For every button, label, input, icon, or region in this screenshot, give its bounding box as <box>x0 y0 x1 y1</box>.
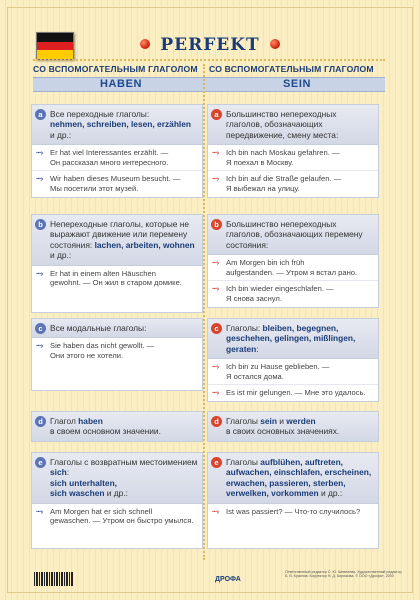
example <box>32 504 202 548</box>
rule-intro: Глаголы <box>226 457 261 467</box>
rule-text <box>208 412 378 441</box>
publisher-logo: ДРОФА <box>215 576 241 583</box>
rule-verbs: sich waschen <box>50 488 105 499</box>
rule-text <box>32 412 202 441</box>
rule-tail: : <box>256 343 259 354</box>
aux-verb-sein: SEIN <box>209 77 385 92</box>
arrow-icon: ···› <box>212 174 219 184</box>
example <box>208 255 378 281</box>
rule-text <box>208 319 378 359</box>
rule-tail: и др.: <box>104 488 128 499</box>
example-russian: Я снова заснул. <box>226 294 282 303</box>
barcode-icon <box>34 572 74 586</box>
example <box>208 359 378 385</box>
rule-verbs: sich unterhalten, <box>50 477 118 488</box>
rule-intro: Все модальные глаголы: <box>50 323 147 333</box>
rule-panel-haben-e <box>31 452 203 549</box>
rule-tail: в своих основных значениях. <box>226 426 340 437</box>
rule-text <box>32 215 202 266</box>
rule-panel-sein-a <box>207 104 379 198</box>
column-header-caption: СО ВСПОМОГАТЕЛЬНЫМ ГЛАГОЛОМ <box>33 64 198 74</box>
rule-verbs: sein <box>260 416 277 426</box>
example-german: Sie haben das nicht gewollt. — <box>50 341 155 351</box>
rule-text <box>208 453 378 504</box>
arrow-icon: ···› <box>212 506 219 516</box>
rule-panel-haben-d <box>31 411 203 442</box>
rule-verbs: sich <box>50 467 67 478</box>
rule-sep: и <box>276 416 287 426</box>
badge-c: c <box>211 323 222 334</box>
example-german: Ist was passiert? — Что-то случилось? <box>226 506 361 516</box>
example <box>32 338 202 390</box>
arrow-icon: ···› <box>36 148 43 158</box>
badge-e: e <box>35 457 46 468</box>
arrow-icon: ···› <box>36 506 43 516</box>
rule-intro: Глаголы с возвратным местоимением <box>50 457 198 467</box>
rule-verbs: werden <box>286 416 316 426</box>
arrow-icon: ···› <box>212 388 219 398</box>
example <box>208 281 378 306</box>
badge-d: d <box>35 416 46 427</box>
example-german: Es ist mir gelungen. — Мне это удалось. <box>226 388 366 398</box>
arrow-icon: ···› <box>36 341 43 351</box>
example-german: Er hat in einem alten Häuschen <box>50 268 156 278</box>
rule-text <box>208 215 378 255</box>
column-header-caption: СО ВСПОМОГАТЕЛЬНЫМ ГЛАГОЛОМ <box>209 64 374 74</box>
example <box>32 145 202 171</box>
column-divider <box>203 64 205 560</box>
badge-b: b <box>35 219 46 230</box>
rule-panel-haben-b <box>31 214 203 313</box>
badge-d: d <box>211 416 222 427</box>
example <box>32 171 202 196</box>
example-russian: Они этого не хотели. <box>50 351 124 360</box>
example-russian: gewohnt. — Он жил в старом домике. <box>50 278 182 288</box>
rule-intro: Большинство непереходных глаголов, обозначающих передвижение, смену места: <box>226 109 339 140</box>
arrow-icon: ···› <box>36 268 43 278</box>
rule-verbs: haben <box>78 416 103 426</box>
example-german: Ich bin zu Hause geblieben. — <box>226 362 330 372</box>
rule-text <box>208 105 378 145</box>
column-header-sein <box>209 64 385 98</box>
rule-verbs: lachen, arbeiten, wohnen <box>94 239 195 250</box>
badge-a: a <box>211 109 222 120</box>
imprint-text: Ответственный редактор С. Ю. Шевелева. Художественный редактор Б. В. Краснов. Корректор Н. Д. Бирюкова. © ООО «Дрофа», 2000 <box>285 570 402 579</box>
page-title: PERFEKT <box>160 35 260 55</box>
example-russian: gewaschen. — Утром он быстро умылся. <box>50 516 194 526</box>
rule-intro: Глагол <box>50 416 79 426</box>
arrow-icon: ···› <box>212 284 219 294</box>
example-russian: Он рассказал много интересного. <box>50 157 169 167</box>
rule-intro: Все переходные глаголы: <box>50 109 150 119</box>
rule-verbs: nehmen, schreiben, lesen, erzählen <box>50 119 192 130</box>
decorative-ball-icon <box>140 39 150 49</box>
rule-panel-sein-c <box>207 318 379 402</box>
example-russian: aufgestanden. — Утром я встал рано. <box>226 267 358 277</box>
example-german: Am Morgen bin ich früh <box>226 258 305 268</box>
arrow-icon: ···› <box>212 362 219 372</box>
badge-b: b <box>211 219 222 230</box>
example-german: Am Morgen hat er sich schnell <box>50 506 153 516</box>
german-flag-icon <box>36 32 74 60</box>
rule-intro: Глаголы <box>226 416 261 426</box>
example-russian: Мы посетили этот музей. <box>50 184 139 193</box>
example <box>208 145 378 171</box>
rule-text <box>32 319 202 338</box>
example <box>208 385 378 401</box>
rule-panel-haben-a <box>31 104 203 198</box>
example-german: Ich bin nach Moskau gefahren. — <box>226 148 340 158</box>
rule-sep: : <box>66 467 70 478</box>
rule-panel-sein-e <box>207 452 379 549</box>
rule-text <box>32 105 202 145</box>
header-divider <box>33 59 385 61</box>
rule-verbs: bleiben, begegnen, geschehen, gelingen, mißlingen, geraten <box>226 323 356 354</box>
rule-panel-haben-c <box>31 318 203 391</box>
example-german: Ich bin wieder eingeschlafen. — <box>226 284 334 294</box>
arrow-icon: ···› <box>212 148 219 158</box>
badge-a: a <box>35 109 46 120</box>
badge-c: c <box>35 323 46 334</box>
aux-verb-haben: HABEN <box>33 77 209 92</box>
column-header-haben <box>33 64 209 98</box>
example-russian: Я поехал в Москву. <box>226 157 294 167</box>
rule-tail: и др.: <box>50 129 72 140</box>
rule-panel-sein-b <box>207 214 379 308</box>
rule-text <box>32 453 202 504</box>
rule-tail: и др.: <box>318 488 343 499</box>
example-russian: Я выбежал на улицу. <box>226 184 300 193</box>
example-german: Wir haben dieses Museum besucht. — <box>50 174 181 184</box>
rule-intro: Глаголы: <box>226 323 263 333</box>
rule-intro: Непереходные глаголы, которые не выражают движение или перемену состояния: <box>50 219 190 250</box>
rule-verbs: aufblühen, auftreten, aufwachen, einschlafen, erscheinen, erwachen, passieren, sterben, verwelken, vorkommen <box>226 457 372 499</box>
rule-intro: Большинство непереходных глаголов, обозначающих перемену состояния: <box>226 219 363 250</box>
example-russian: Я остался дома. <box>226 371 284 381</box>
rule-tail: в своем основном значении. <box>50 426 161 437</box>
decorative-ball-icon <box>270 39 280 49</box>
example <box>208 171 378 196</box>
badge-e: e <box>211 457 222 468</box>
arrow-icon: ···› <box>212 258 219 268</box>
rule-tail: и др.: <box>50 250 72 261</box>
rule-panel-sein-d <box>207 411 379 442</box>
example <box>208 504 378 548</box>
example-german: Ich bin auf die Straße gelaufen. — <box>226 174 342 184</box>
arrow-icon: ···› <box>36 174 43 184</box>
example <box>32 266 202 312</box>
example-german: Er hat viel Interessantes erzählt. — <box>50 148 169 158</box>
